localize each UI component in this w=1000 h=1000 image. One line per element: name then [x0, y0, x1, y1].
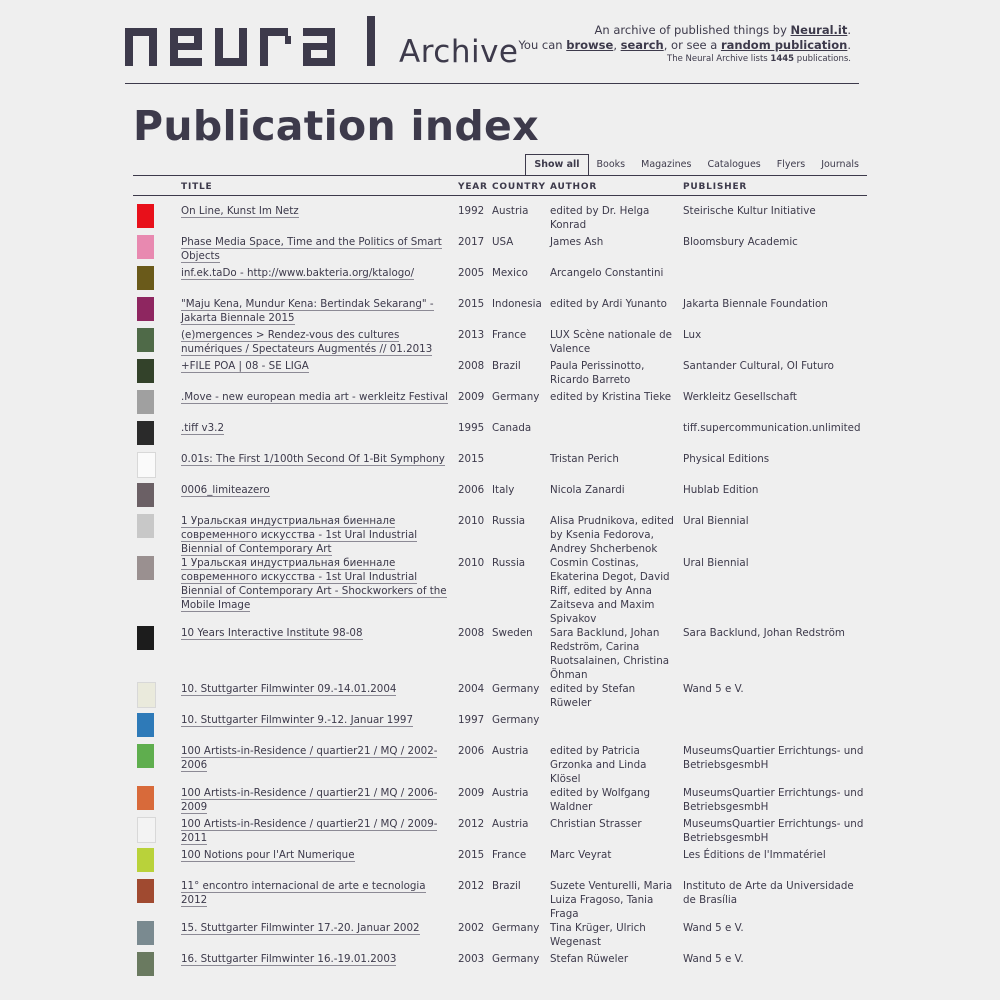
title-cell [178, 359, 455, 390]
publication-title-link[interactable]: .tiff v3.2 [181, 422, 225, 434]
thumb-cell [133, 328, 178, 359]
random-publication-link[interactable]: random publication [720, 37, 848, 52]
year-cell: 2010 [458, 515, 485, 527]
type-filter-tabs [525, 154, 867, 175]
title-cell [178, 235, 455, 266]
year-cell: 1997 [458, 714, 485, 726]
publisher-cell: MuseumsQuartier Errichtungs- und BetriebsgesmbH [683, 745, 864, 771]
publisher-cell: MuseumsQuartier Errichtungs- und BetriebsgesmbH [683, 787, 864, 813]
thumb-cell [133, 359, 178, 390]
title-cell [178, 514, 455, 556]
year-cell: 2006 [458, 745, 485, 757]
year-cell: 2008 [458, 360, 485, 372]
site-intro [471, 23, 851, 67]
cover-thumbnail[interactable] [137, 848, 154, 872]
thumb-cell [133, 626, 178, 682]
publisher-cell: Wand 5 e V. [683, 953, 744, 965]
country-cell: France [492, 849, 527, 861]
publication-title-link[interactable]: 15. Stuttgarter Filmwinter 17.-20. Januar 2002 [181, 922, 420, 934]
intro-line [471, 23, 851, 38]
author-cell: Sara Backlund, Johan Redström, Carina Ruotsalainen, Christina Öhman [550, 627, 670, 681]
tab-flyers[interactable]: Flyers [776, 159, 806, 170]
thumb-cell [133, 744, 178, 786]
neural-logo[interactable] [125, 16, 383, 66]
publisher-cell: Lux [683, 329, 702, 341]
table-row [133, 682, 867, 713]
year-column-header[interactable]: YEAR [455, 176, 489, 196]
title-cell [178, 713, 455, 744]
thumb-cell [133, 421, 178, 452]
tab-books[interactable]: Books [596, 159, 626, 170]
country-cell: Germany [492, 714, 540, 726]
intro-suffix: . [847, 23, 851, 37]
table-row [133, 744, 867, 786]
publisher-cell: Instituto de Arte da Universidade de Brasília [683, 880, 854, 906]
author-cell: Nicola Zanardi [550, 484, 625, 496]
year-cell: 2013 [458, 329, 485, 341]
author-cell: Tristan Perich [550, 453, 619, 465]
cover-thumbnail[interactable] [137, 514, 154, 538]
count-suffix: publications. [794, 54, 851, 64]
table-row [133, 235, 867, 266]
country-cell: Austria [492, 205, 529, 217]
cover-thumbnail[interactable] [137, 682, 156, 708]
browse-link[interactable]: browse [566, 37, 614, 52]
author-cell: Christian Strasser [550, 818, 642, 830]
publication-title-link[interactable]: 1 Уральская индустриальная биеннале современного искусства - 1st Ural Industrial Biennial of Contemporary Art [181, 515, 418, 555]
author-cell: edited by Kristina Tieke [550, 391, 672, 403]
author-cell: Stefan Rüweler [550, 953, 629, 965]
tab-magazines[interactable]: Magazines [641, 159, 692, 170]
thumb-cell [133, 786, 178, 817]
cover-thumbnail[interactable] [137, 297, 154, 321]
cover-thumbnail[interactable] [137, 204, 154, 228]
year-cell: 2012 [458, 880, 485, 892]
publisher-cell: MuseumsQuartier Errichtungs- und BetriebsgesmbH [683, 818, 864, 844]
table-row [133, 848, 867, 879]
country-cell: Mexico [492, 267, 528, 279]
year-cell: 2003 [458, 953, 485, 965]
table-row [133, 879, 867, 921]
author-column-header[interactable]: AUTHOR [547, 176, 680, 196]
country-cell: Austria [492, 787, 529, 799]
publication-title-link[interactable]: 10. Stuttgarter Filmwinter 9.-12. Januar 1997 [181, 714, 414, 726]
publication-title-link[interactable]: 100 Artists-in-Residence / quartier21 / MQ / 2006-2009 [181, 787, 438, 813]
author-cell [547, 421, 680, 452]
title-cell [178, 682, 455, 713]
year-cell: 2008 [458, 627, 485, 639]
cover-thumbnail[interactable] [137, 421, 154, 445]
thumb-cell [133, 452, 178, 483]
publisher-cell: Wand 5 e V. [683, 683, 744, 695]
thumb-cell [133, 682, 178, 713]
publisher-cell [680, 266, 867, 297]
publisher-column-header[interactable]: PUBLISHER [680, 176, 867, 196]
publisher-cell: Jakarta Biennale Foundation [683, 298, 828, 310]
publication-title-link[interactable]: 16. Stuttgarter Filmwinter 16.-19.01.2003 [181, 953, 397, 965]
country-cell: Germany [492, 683, 540, 695]
table-row [133, 817, 867, 848]
tab-show-all[interactable]: Show all [525, 154, 588, 175]
thumb-cell [133, 848, 178, 879]
country-cell: Canada [492, 422, 532, 434]
table-row [133, 626, 867, 682]
title-cell [178, 452, 455, 483]
title-cell [178, 952, 455, 983]
country-cell: Indonesia [492, 298, 542, 310]
title-cell [178, 421, 455, 452]
year-cell: 2010 [458, 557, 485, 569]
author-cell: Paula Perissinotto, Ricardo Barreto [550, 360, 645, 386]
nav-sep: , or see a [663, 37, 721, 52]
table-row [133, 390, 867, 421]
publisher-cell: Santander Cultural, OI Futuro [683, 360, 834, 372]
author-cell: edited by Wolfgang Waldner [550, 787, 651, 813]
title-cell [178, 297, 455, 328]
table-body [133, 196, 867, 984]
country-cell: Germany [492, 922, 540, 934]
nav-line [471, 38, 851, 53]
publisher-cell [680, 713, 867, 744]
thumb-cell [133, 514, 178, 556]
cover-thumbnail[interactable] [137, 452, 156, 478]
title-cell [178, 196, 455, 236]
nav-sep: , [613, 37, 621, 52]
country-cell: Brazil [492, 360, 521, 372]
title-cell [178, 328, 455, 359]
title-column-header[interactable]: TITLE [178, 176, 455, 196]
thumb-cell [133, 266, 178, 297]
cover-thumbnail[interactable] [137, 483, 154, 507]
author-cell [547, 713, 680, 744]
header-divider [125, 83, 859, 84]
author-cell: Cosmin Costinas, Ekaterina Degot, David Riff, edited by Anna Zaitseva and Maxim Spivakov [550, 557, 670, 625]
cover-thumbnail[interactable] [137, 266, 154, 290]
thumb-column-header [133, 176, 178, 196]
country-cell: Italy [492, 484, 515, 496]
table-row [133, 297, 867, 328]
page-title: Publication index [133, 102, 539, 150]
year-cell: 2009 [458, 391, 485, 403]
publisher-cell: Ural Biennial [683, 515, 749, 527]
cover-thumbnail[interactable] [137, 786, 154, 810]
publication-title-link[interactable]: 100 Artists-in-Residence / quartier21 / MQ / 2002-2006 [181, 745, 438, 771]
publication-title-link[interactable]: 100 Artists-in-Residence / quartier21 / MQ / 2009-2011 [181, 818, 438, 844]
thumb-cell [133, 390, 178, 421]
neural-logo-icon [125, 16, 383, 66]
publisher-cell: tiff.supercommunication.unlimited [683, 422, 861, 434]
table-row [133, 452, 867, 483]
author-cell: Suzete Venturelli, Maria Luiza Fragoso, Tania Fraga [550, 880, 673, 920]
thumb-cell [133, 921, 178, 952]
cover-thumbnail[interactable] [137, 713, 154, 737]
author-cell: Marc Veyrat [550, 849, 612, 861]
author-cell: Alisa Prudnikova, edited by Ksenia Fedorova, Andrey Shcherbenok [550, 515, 674, 555]
year-cell: 2004 [458, 683, 485, 695]
publication-title-link[interactable]: Phase Media Space, Time and the Politics of Smart Objects [181, 236, 442, 262]
table-header-row [133, 176, 867, 196]
nav-prefix: You can [518, 37, 567, 52]
country-cell: USA [492, 236, 514, 248]
publication-title-link[interactable]: 10 Years Interactive Institute 98-08 [181, 627, 363, 639]
publication-title-link[interactable]: inf.ek.taDo - http://www.bakteria.org/ktalogo/ [181, 267, 415, 279]
table-row [133, 196, 867, 236]
table-row [133, 514, 867, 556]
count-value: 1445 [770, 54, 795, 64]
publication-title-link[interactable]: 0.01s: The First 1/100th Second Of 1-Bit Symphony [181, 453, 445, 465]
country-cell: Germany [492, 953, 540, 965]
thumb-cell [133, 817, 178, 848]
publication-table-wrap [133, 175, 867, 983]
title-cell [178, 483, 455, 514]
country-cell: Sweden [492, 627, 533, 639]
year-cell: 2009 [458, 787, 485, 799]
publication-title-link[interactable]: (e)mergences > Rendez-vous des cultures numériques / Spectateurs Augmentés // 01.2013 [181, 329, 433, 355]
title-cell [178, 786, 455, 817]
author-cell: James Ash [550, 236, 604, 248]
title-cell [178, 921, 455, 952]
intro-prefix: An archive of published things by [594, 23, 791, 37]
table-row [133, 421, 867, 452]
neural-link[interactable]: Neural.it [790, 23, 848, 37]
year-cell: 1992 [458, 205, 485, 217]
title-cell [178, 266, 455, 297]
thumb-cell [133, 952, 178, 983]
cover-thumbnail[interactable] [137, 879, 154, 903]
thumb-cell [133, 879, 178, 921]
table-row [133, 483, 867, 514]
cover-thumbnail[interactable] [137, 359, 154, 383]
author-cell: LUX Scène nationale de Valence [550, 329, 672, 355]
thumb-cell [133, 235, 178, 266]
tab-journals[interactable]: Journals [821, 159, 859, 170]
publisher-cell: Physical Editions [683, 453, 770, 465]
nav-suffix: . [847, 37, 851, 52]
author-cell: edited by Patricia Grzonka and Linda Klösel [550, 745, 647, 785]
year-cell: 2005 [458, 267, 485, 279]
publication-title-link[interactable]: .Move - new european media art - werkleitz Festival [181, 391, 448, 403]
publication-count [471, 52, 851, 67]
cover-thumbnail[interactable] [137, 235, 154, 259]
table-row [133, 921, 867, 952]
cover-thumbnail[interactable] [137, 744, 154, 768]
publication-title-link[interactable]: 1 Уральская индустриальная биеннале современного искусства - 1st Ural Industrial Biennial of Contemporary Art - Shockworkers of the Mobile Image [181, 557, 447, 611]
cover-thumbnail[interactable] [137, 626, 154, 650]
table-row [133, 359, 867, 390]
author-cell: edited by Stefan Rüweler [550, 683, 636, 709]
tab-catalogues[interactable]: Catalogues [707, 159, 761, 170]
year-cell: 2002 [458, 922, 485, 934]
title-cell [178, 879, 455, 921]
cover-thumbnail[interactable] [137, 390, 154, 414]
country-cell: Russia [492, 515, 526, 527]
country-cell: Brazil [492, 880, 521, 892]
cover-thumbnail[interactable] [137, 921, 154, 945]
country-cell: France [492, 329, 527, 341]
publisher-cell: Ural Biennial [683, 557, 749, 569]
year-cell: 2015 [458, 453, 485, 465]
country-column-header[interactable]: COUNTRY [489, 176, 547, 196]
year-cell: 2015 [458, 298, 485, 310]
author-cell: edited by Dr. Helga Konrad [550, 205, 650, 231]
table-row [133, 952, 867, 983]
year-cell: 1995 [458, 422, 485, 434]
thumb-cell [133, 713, 178, 744]
country-cell: Austria [492, 818, 529, 830]
publication-title-link[interactable]: "Maju Kena, Mundur Kena: Bertindak Sekarang" - Jakarta Biennale 2015 [181, 298, 434, 324]
publication-title-link[interactable]: 0006_limiteazero [181, 484, 270, 496]
cover-thumbnail[interactable] [137, 556, 154, 580]
table-row [133, 328, 867, 359]
country-cell: Germany [492, 391, 540, 403]
title-cell [178, 390, 455, 421]
country-cell: Russia [492, 557, 526, 569]
author-cell: Arcangelo Constantini [550, 267, 664, 279]
publication-table [133, 175, 867, 983]
publisher-cell: Sara Backlund, Johan Redström [683, 627, 845, 639]
title-cell [178, 848, 455, 879]
thumb-cell [133, 483, 178, 514]
country-cell [489, 452, 547, 483]
publisher-cell: Hublab Edition [683, 484, 759, 496]
year-cell: 2017 [458, 236, 485, 248]
search-link[interactable]: search [620, 37, 664, 52]
thumb-cell [133, 556, 178, 626]
year-cell: 2015 [458, 849, 485, 861]
publication-title-link[interactable]: 100 Notions pour l'Art Numerique [181, 849, 355, 861]
title-cell [178, 817, 455, 848]
publication-title-link[interactable]: +FILE POA | 08 - SE LIGA [181, 360, 309, 372]
table-row [133, 266, 867, 297]
title-cell [178, 556, 455, 626]
count-prefix: The Neural Archive lists [667, 54, 771, 64]
year-cell: 2006 [458, 484, 485, 496]
country-cell: Austria [492, 745, 529, 757]
publication-title-link[interactable]: 10. Stuttgarter Filmwinter 09.-14.01.2004 [181, 683, 397, 695]
publication-title-link[interactable]: On Line, Kunst Im Netz [181, 205, 299, 217]
author-cell: Tina Krüger, Ulrich Wegenast [550, 922, 646, 948]
cover-thumbnail[interactable] [137, 328, 154, 352]
publisher-cell: Wand 5 e V. [683, 922, 744, 934]
table-row [133, 556, 867, 626]
logo-subtitle: Archive [399, 34, 519, 70]
year-cell: 2012 [458, 818, 485, 830]
publisher-cell: Les Éditions de l'Immatériel [683, 849, 826, 861]
publisher-cell: Werkleitz Gesellschaft [683, 391, 797, 403]
title-cell [178, 744, 455, 786]
title-cell [178, 626, 455, 682]
thumb-cell [133, 297, 178, 328]
author-cell: edited by Ardi Yunanto [550, 298, 667, 310]
table-row [133, 786, 867, 817]
cover-thumbnail[interactable] [137, 952, 154, 976]
publisher-cell: Bloomsbury Academic [683, 236, 798, 248]
cover-thumbnail[interactable] [137, 817, 156, 843]
publication-title-link[interactable]: 11° encontro internacional de arte e tecnologia 2012 [181, 880, 426, 906]
publisher-cell: Steirische Kultur Initiative [683, 205, 816, 217]
table-row [133, 713, 867, 744]
thumb-cell [133, 196, 178, 236]
